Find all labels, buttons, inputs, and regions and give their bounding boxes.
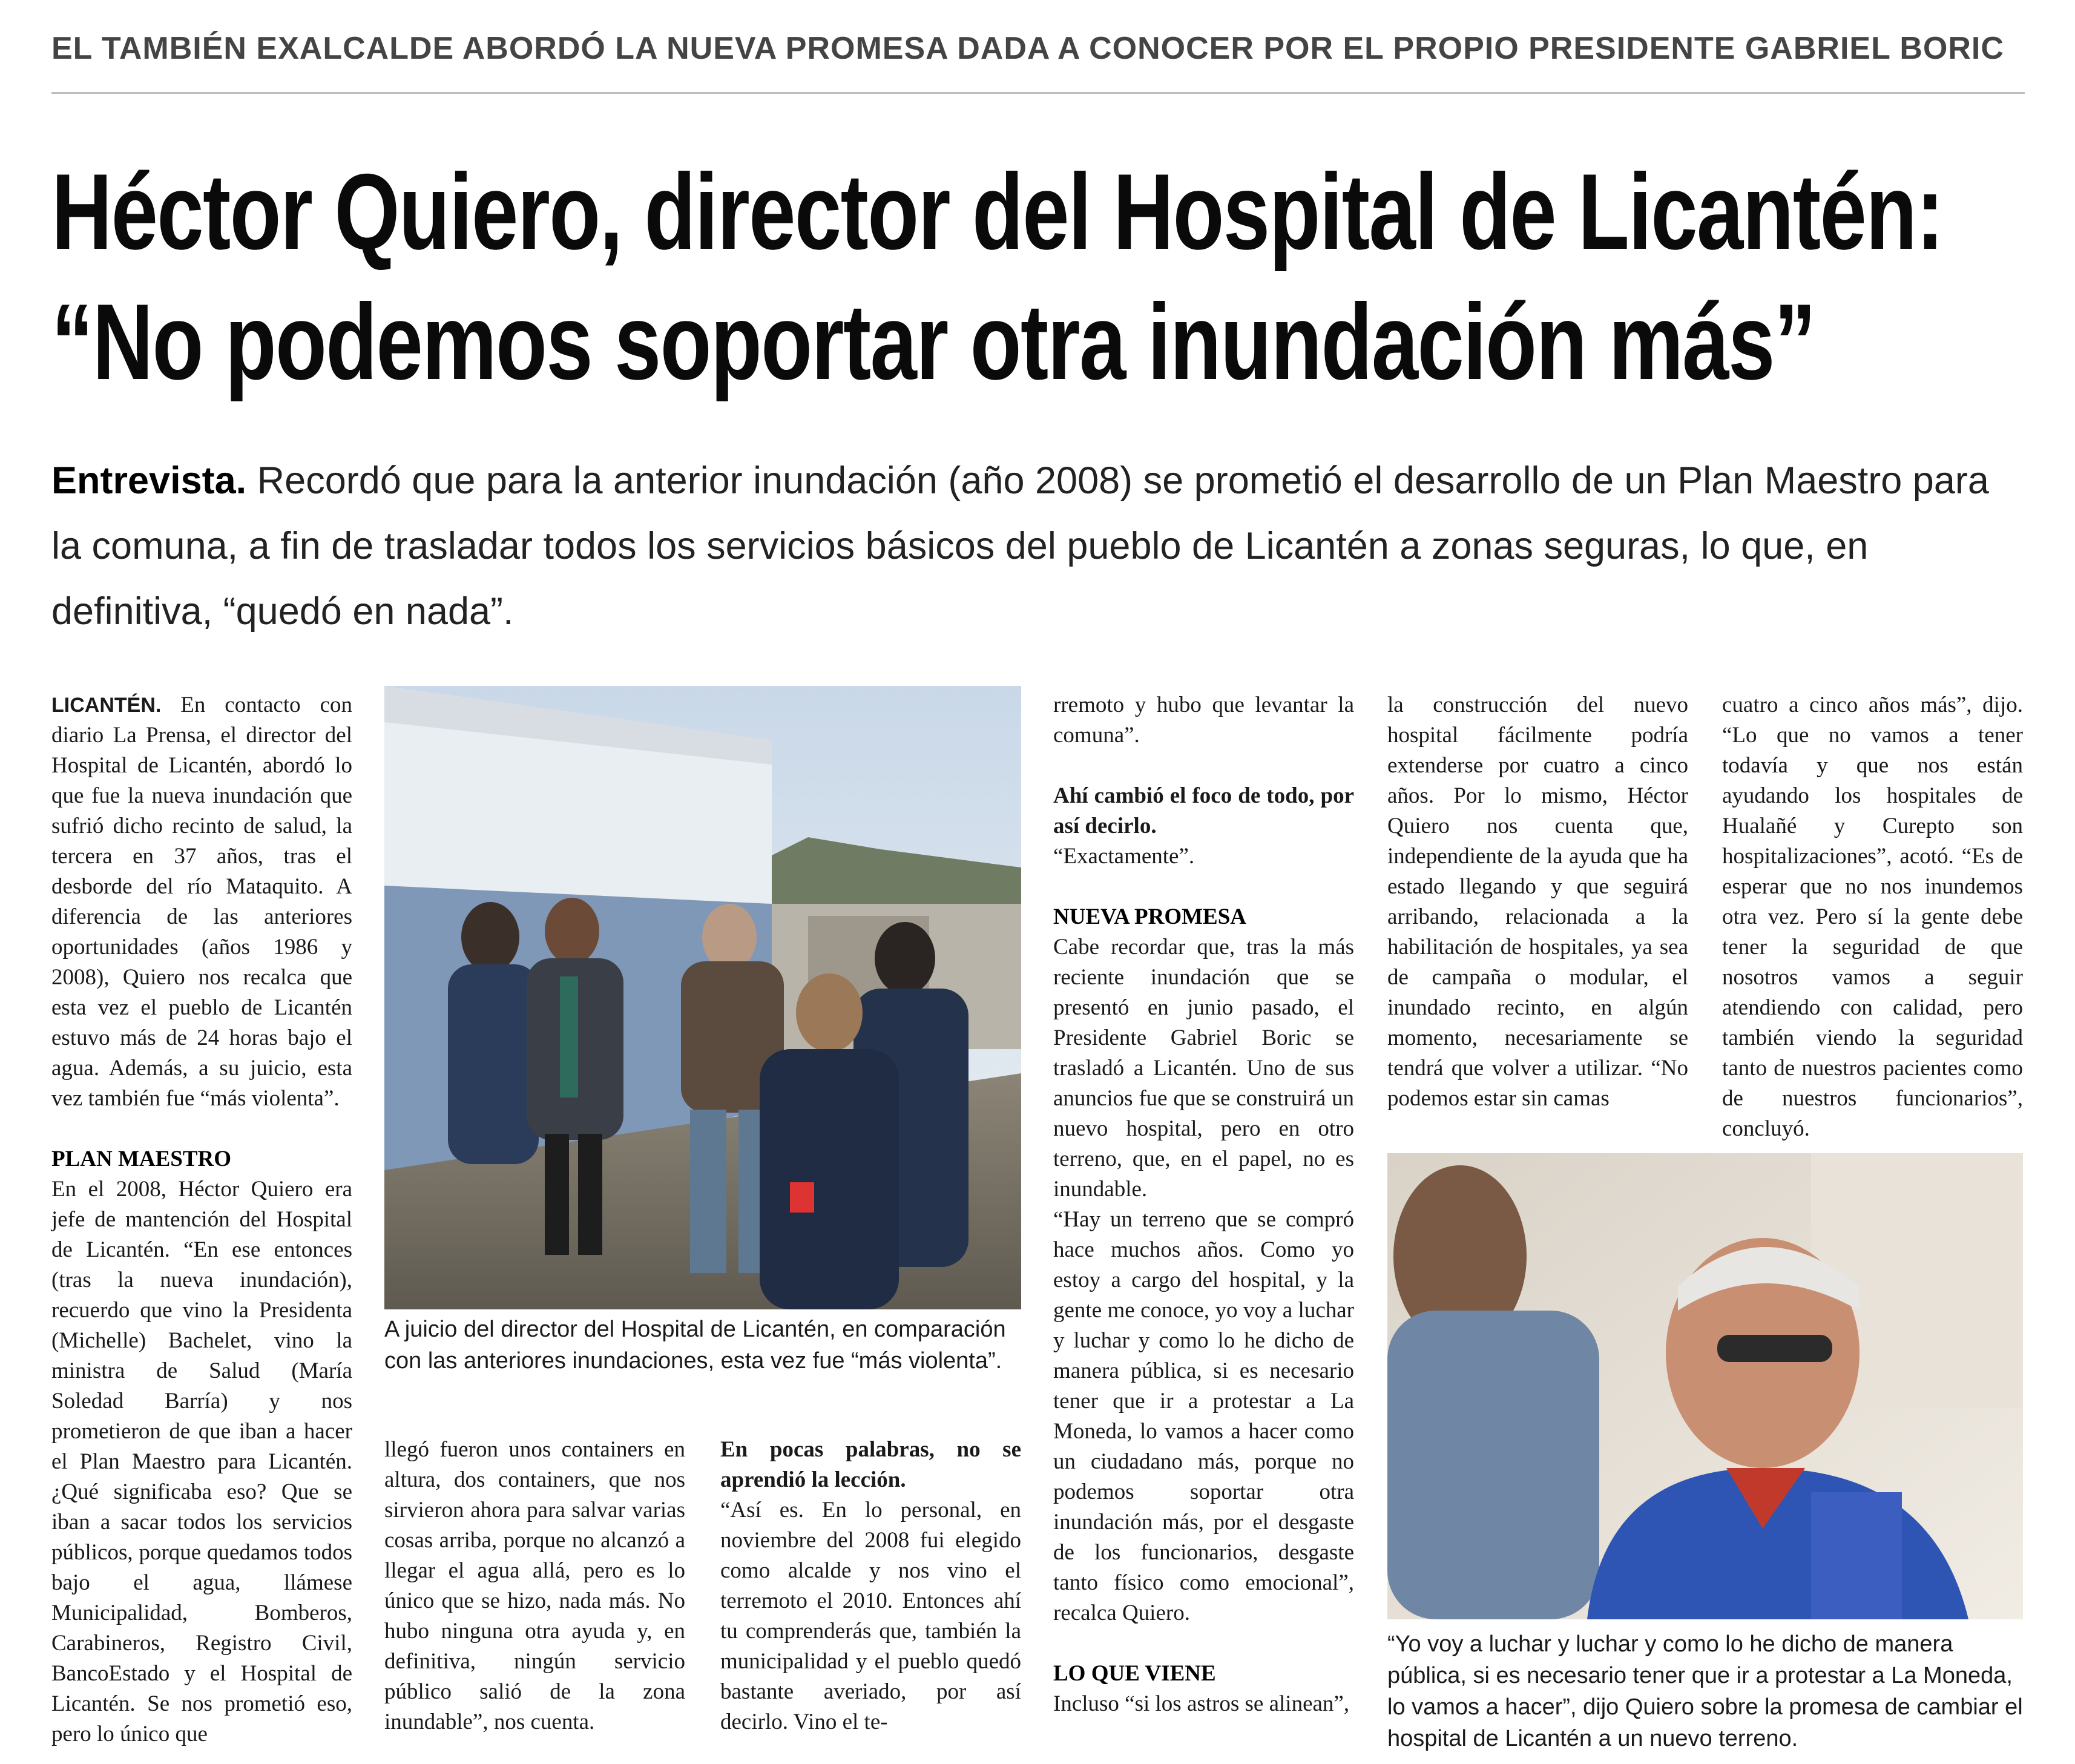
- photo-caption-1: A juicio del director del Hospital de Licantén, en comparación con las anteriores inundaciones, esta vez fue “más violenta”.: [384, 1317, 1006, 1374]
- column-2: [384, 1435, 685, 1737]
- answer-exactamente: “Exactamente”.: [1053, 844, 1195, 869]
- lead-label: Entrevista.: [51, 459, 247, 502]
- col1-paragraph-1: En contacto con diario La Prensa, el director del Hospital de Licantén, abordó lo que fue la nueva inundación que sufrió dicho recinto de salud, la tercera en 37 años, tras el desborde del río Mataquito. A diferencia de las anteriores oportunidades (años 1986 y 2008), Quiero nos recalca que esta vez el pueblo de Licantén estuvo más de 24 horas bajo el agua. Además, a su juicio, esta vez también fue “más violenta”.: [51, 693, 352, 1111]
- question-leccion: En pocas palabras, no se aprendió la lección.: [720, 1437, 1021, 1492]
- col2-paragraph: llegó fueron unos containers en altura, dos containers, que nos sirvieron ahora para salvar varias cosas arriba, porque no alcanzó a llegar el agua allá, pero es lo único que se hizo, nada más. No hubo ninguna otra ayuda y, en definitiva, ningún servicio público salió de la zona inundable”, nos cuenta.: [384, 1437, 685, 1734]
- photo-hospital-staff-image: [384, 686, 1021, 1309]
- col5-paragraph: la construcción del nuevo hospital fácilmente podría extenderse por cuatro a cinco años. Por lo mismo, Héctor Quiero nos cuenta que, independiente de la ayuda que ha estado llegando y que seguirá arribando, relacionada a la habilitación de hospitales, ya sea de campaña o modular, el inundado recinto, en algún momento, necesariamente se tendrá que volver a utilizar. “No podemos estar sin camas: [1387, 693, 1688, 1111]
- col4-paragraph-2: Cabe recordar que, tras la más reciente inundación que se presentó en junio pasado, el Presidente Gabriel Boric se trasladó a Licantén. Uno de sus anuncios fue que se construirá un nuevo hospital, pero en otro terreno, que, en el papel, no es inundable.: [1053, 935, 1354, 1202]
- column-1: [51, 690, 352, 1749]
- column-4: [1053, 690, 1354, 1719]
- column-6: [1722, 690, 2023, 1144]
- column-5: [1387, 690, 1688, 1114]
- lead-text: Recordó que para la anterior inundación (año 2008) se prometió el desarrollo de un Plan Maestro para la comuna, a fin de trasladar todos los servicios básicos del pueblo de Licantén a zonas seguras, lo que, en definitiva, “quedó en nada”.: [51, 459, 1989, 633]
- photo-caption-2: “Yo voy a luchar y luchar y como lo he dicho de manera pública, si es necesario tener que ir a protestar a La Moneda, lo vamos a hacer”, dijo Quiero sobre la promesa de cambiar el hospital de Licantén a un nuevo terreno.: [1387, 1631, 2023, 1751]
- dateline: LICANTÉN.: [51, 694, 162, 717]
- question-foco: Ahí cambió el foco de todo, por así decirlo.: [1053, 783, 1354, 838]
- photo-hospital-staff: [384, 686, 1021, 1309]
- col1-paragraph-2: En el 2008, Héctor Quiero era jefe de mantención del Hospital de Licantén. “En ese entonces (tras la nueva inundación), recuerdo que vino la Presidenta (Michelle) Bachelet, vino la ministra de Salud (María Soledad Barría) y nos prometieron de que iban a hacer el Plan Maestro para Licantén. ¿Qué significaba eso? Que se iban a sacar todos los servicios públicos, porque quedamos todos bajo el agua, llámese Municipalidad, Bomberos, Carabineros, Registro Civil, BancoEstado y el Hospital de Licantén. Se nos prometió eso, pero lo único que: [51, 1177, 352, 1746]
- col4-paragraph-4: Incluso “si los astros se alinean”,: [1053, 1691, 1350, 1716]
- col6-paragraph: cuatro a cinco años más”, dijo. “Lo que no vamos a tener todavía y que nos están ayudando los hospitales de Hualañé y Curepto son hospitalizaciones”, acotó. “Es de esperar que no nos inundemos otra vez. Pero sí la gente debe tener la seguridad de que nosotros vamos a seguir atendiendo con calidad, pero también viendo la seguridad tanto de nuestros pacientes como de nuestros funcionarios”, concluyó.: [1722, 693, 2023, 1141]
- lead-paragraph: [51, 448, 2025, 644]
- headline-line-2: “No podemos soportar otra inundación más”: [51, 281, 1815, 402]
- subhead-plan-maestro: PLAN MAESTRO: [51, 1147, 232, 1171]
- subhead-nueva-promesa: NUEVA PROMESA: [1053, 904, 1246, 929]
- photo-hector-quiero: [1387, 1153, 2023, 1619]
- col3-bottom-paragraph: “Así es. En lo personal, en noviembre del 2008 fui elegido como alcalde y nos vino el terremoto el 2010. Entonces ahí tu comprenderás que, también la municipalidad y el pueblo quedó bastante averiado, por así decirlo. Vino el te-: [720, 1498, 1021, 1734]
- divider: [51, 92, 2025, 94]
- subhead-lo-que-viene: LO QUE VIENE: [1053, 1661, 1216, 1686]
- photo-hector-quiero-image: [1387, 1153, 2023, 1619]
- headline-line-1: Héctor Quiero, director del Hospital de Licantén:: [51, 151, 1944, 272]
- kicker: EL TAMBIÉN EXALCALDE ABORDÓ LA NUEVA PROMESA DADA A CONOCER POR EL PROPIO PRESIDENTE GABRIEL BORIC: [51, 31, 2004, 66]
- col4-paragraph-3: “Hay un terreno que se compró hace muchos años. Como yo estoy a cargo del hospital, y la gente me conoce, yo voy a luchar y luchar y como lo he dicho de manera pública, si es necesario tener que ir a protestar a La Moneda, lo vamos a hacer como un ciudadano más, porque no podemos soportar otra inundación más, por el desgaste de los funcionarios, desgaste tanto físico como emocional”, recalca Quiero.: [1053, 1207, 1354, 1625]
- col4-paragraph-1: rremoto y hubo que levantar la comuna”.: [1053, 693, 1354, 748]
- column-3-bottom: [720, 1435, 1021, 1737]
